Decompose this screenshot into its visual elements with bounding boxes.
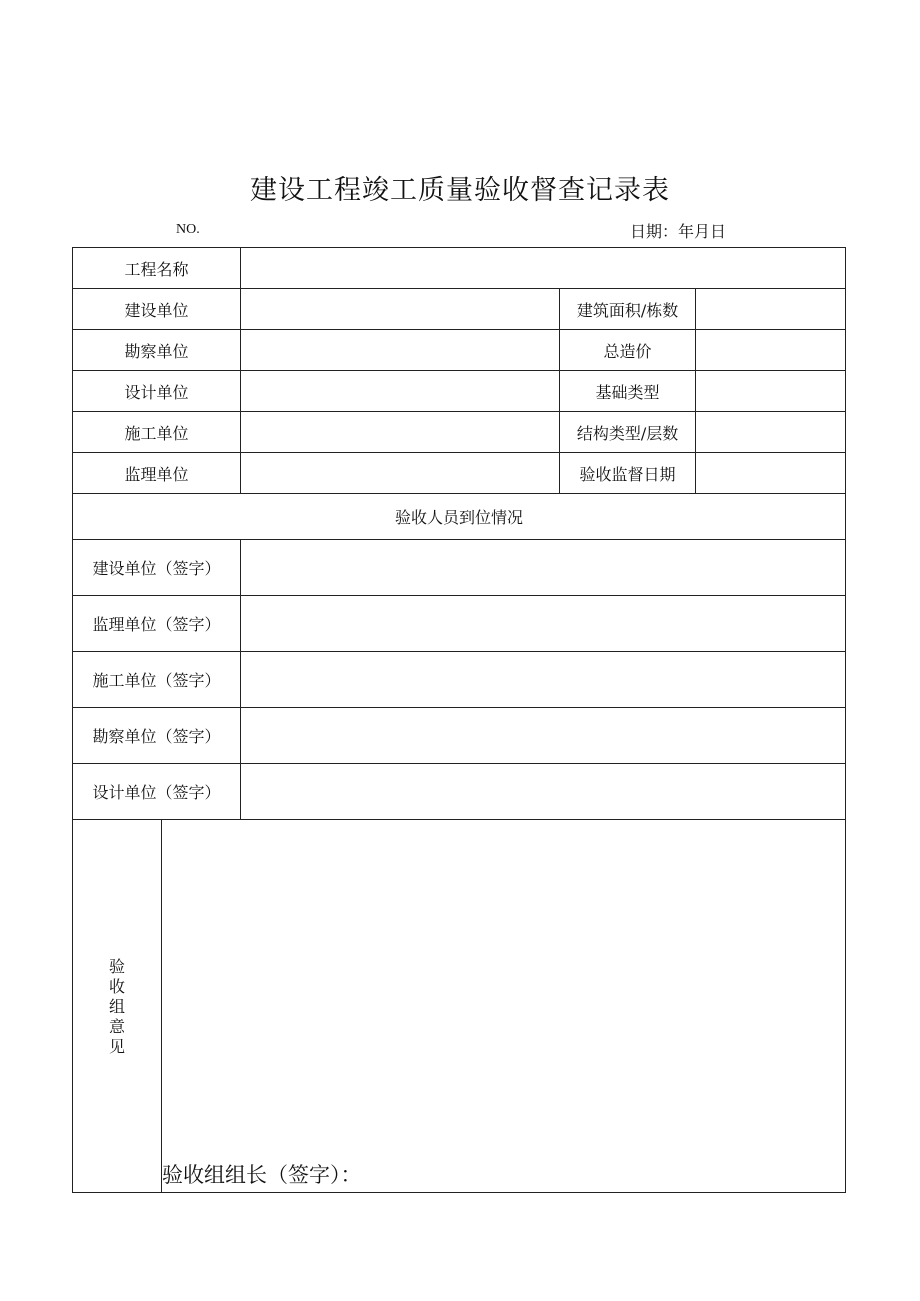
table-row [73,708,846,764]
team-leader-sign-label[interactable]: 验收组组长（签字）： [162,1163,362,1187]
attendance-section-title: 验收人员到位情况 [73,494,846,540]
table-row [73,764,846,820]
foundation-type-label: 基础类型 [560,371,696,412]
contractor-unit-sign-field[interactable] [241,652,846,708]
acceptance-opinion-label [73,957,161,1057]
opinion-label-char: 验 [108,957,125,976]
opinion-divider [161,820,162,1192]
building-area-field[interactable] [696,289,846,330]
table-row [73,540,846,596]
opinion-label-char: 组 [108,997,125,1016]
total-cost-field[interactable] [696,330,846,371]
form-date-label: 日期：年月日 [630,222,727,241]
construction-unit-sign-label: 建设单位（签字） [73,540,241,596]
contractor-unit-label: 施工单位 [73,412,241,453]
supervision-unit-sign-field[interactable] [241,596,846,652]
construction-unit-label: 建设单位 [73,289,241,330]
design-unit-field[interactable] [241,371,560,412]
table-row [73,330,846,371]
inspection-record-table [72,247,846,1193]
survey-unit-sign-field[interactable] [241,708,846,764]
opinion-label-char: 见 [108,1037,125,1056]
survey-unit-sign-label: 勘察单位（签字） [73,708,241,764]
survey-unit-label: 勘察单位 [73,330,241,371]
table-row [73,248,846,289]
contractor-unit-field[interactable] [241,412,560,453]
construction-unit-field[interactable] [241,289,560,330]
supervision-unit-label: 监理单位 [73,453,241,494]
total-cost-label: 总造价 [560,330,696,371]
design-unit-sign-label: 设计单位（签字） [73,764,241,820]
table-row [73,494,846,540]
form-title: 建设工程竣工质量验收督查记录表 [250,175,670,206]
table-row [73,371,846,412]
table-row [73,652,846,708]
supervision-unit-field[interactable] [241,453,560,494]
project-name-field[interactable] [241,248,846,289]
table-row [73,412,846,453]
structure-type-label: 结构类型/层数 [560,412,696,453]
form-number-label: NO. [176,222,200,237]
design-unit-label: 设计单位 [73,371,241,412]
structure-type-field[interactable] [696,412,846,453]
table-row [73,596,846,652]
table-row [73,820,846,1193]
contractor-unit-sign-label: 施工单位（签字） [73,652,241,708]
construction-unit-sign-field[interactable] [241,540,846,596]
opinion-label-char: 意 [108,1017,125,1036]
table-row [73,289,846,330]
survey-unit-field[interactable] [241,330,560,371]
acceptance-opinion-cell [73,820,846,1193]
foundation-type-field[interactable] [696,371,846,412]
opinion-label-char: 收 [108,977,125,996]
inspection-date-label: 验收监督日期 [560,453,696,494]
supervision-unit-sign-label: 监理单位（签字） [73,596,241,652]
table-row [73,453,846,494]
project-name-label: 工程名称 [73,248,241,289]
design-unit-sign-field[interactable] [241,764,846,820]
building-area-label: 建筑面积/栋数 [560,289,696,330]
inspection-date-field[interactable] [696,453,846,494]
